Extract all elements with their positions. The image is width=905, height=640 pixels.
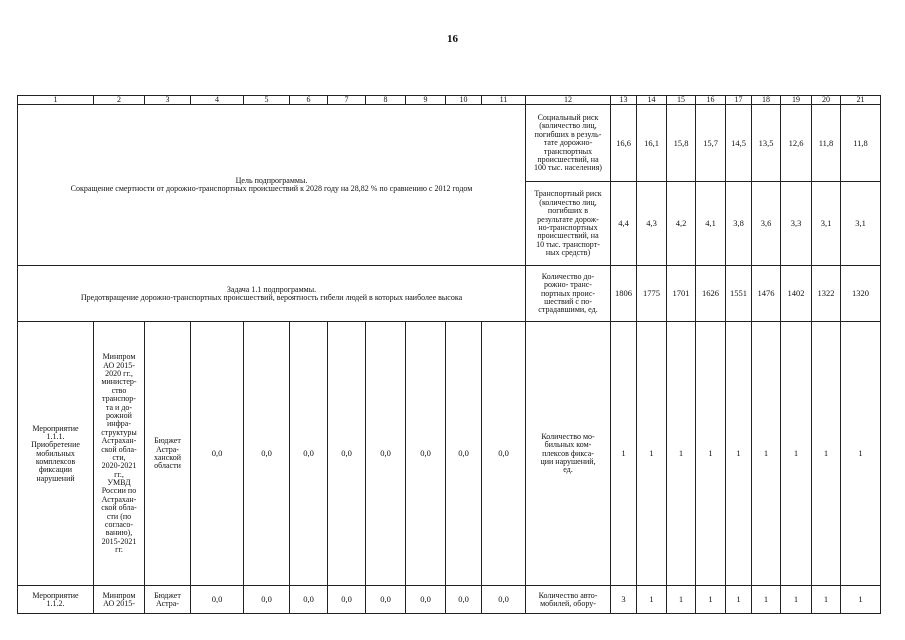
value-cell: 16,1: [637, 105, 667, 182]
finance-cell: 0,0: [328, 586, 366, 614]
indicator-transport-risk: Транспортный риск (количество лиц, погибших в результате дорож- но-транспортных происшествий, на 10 тыс. транспорт- ных средств): [526, 182, 611, 266]
column-number: 10: [446, 96, 482, 105]
value-cell: 1: [667, 586, 696, 614]
value-cell: 1: [726, 322, 752, 586]
value-cell: 1: [696, 322, 726, 586]
finance-cell: 0,0: [328, 322, 366, 586]
value-cell: 3,8: [726, 182, 752, 266]
measure-row-1: [18, 322, 881, 586]
value-cell: 1: [637, 322, 667, 586]
column-number: 11: [482, 96, 526, 105]
value-cell: 4,1: [696, 182, 726, 266]
value-cell: 1: [611, 322, 637, 586]
value-cell: 1: [781, 586, 812, 614]
value-cell: 1320: [841, 266, 881, 322]
value-cell: 1: [781, 322, 812, 586]
indicator-social-risk: Социальный риск (количество лиц, погибших в резуль- тате дорожно- транспортных происшествий, на 100 тыс. населения): [526, 105, 611, 182]
finance-cell: 0,0: [482, 586, 526, 614]
value-cell: 1: [841, 322, 881, 586]
value-cell: 1: [696, 586, 726, 614]
finance-cell: 0,0: [290, 322, 328, 586]
value-cell: 13,5: [752, 105, 781, 182]
value-cell: 15,7: [696, 105, 726, 182]
column-number: 5: [244, 96, 290, 105]
value-cell: 3,1: [841, 182, 881, 266]
value-cell: 4,2: [667, 182, 696, 266]
value-cell: 1806: [611, 266, 637, 322]
value-cell: 3,3: [781, 182, 812, 266]
value-cell: 1: [752, 586, 781, 614]
column-number: 9: [406, 96, 446, 105]
value-cell: 1402: [781, 266, 812, 322]
column-number: 2: [94, 96, 145, 105]
finance-cell: 0,0: [446, 586, 482, 614]
value-cell: 1: [726, 586, 752, 614]
value-cell: 1701: [667, 266, 696, 322]
finance-cell: 0,0: [406, 586, 446, 614]
goal-title: Цель подпрограммы.: [235, 176, 308, 185]
column-number: 8: [366, 96, 406, 105]
indicator-mobile-complexes: Количество мо- бильных ком- плексов фикса- ции нарушений, ед.: [526, 322, 611, 586]
value-cell: 1: [752, 322, 781, 586]
value-cell: 1551: [726, 266, 752, 322]
column-number: 19: [781, 96, 812, 105]
value-cell: 1476: [752, 266, 781, 322]
finance-cell: 0,0: [406, 322, 446, 586]
value-cell: 12,6: [781, 105, 812, 182]
column-number: 3: [145, 96, 191, 105]
value-cell: 4,3: [637, 182, 667, 266]
task-row: [18, 266, 881, 322]
value-cell: 14,5: [726, 105, 752, 182]
column-number: 21: [841, 96, 881, 105]
goal-text: Сокращение смертности от дорожно-транспортных происшествий к 2028 году на 28,82 % по сравнению с 2012 годом: [70, 184, 473, 194]
value-cell: 1: [841, 586, 881, 614]
column-number: 20: [812, 96, 841, 105]
finance-cell: 0,0: [366, 322, 406, 586]
measure-name: Мероприятие 1.1.1. Приобретение мобильных комплексов фиксации нарушений: [18, 322, 94, 586]
finance-cell: 0,0: [244, 322, 290, 586]
indicator-accidents: Количество до- рожно- транс- портных проис- шествий с по- страдавшими, ед.: [526, 266, 611, 322]
value-cell: 1: [812, 586, 841, 614]
value-cell: 15,8: [667, 105, 696, 182]
finance-cell: 0,0: [191, 586, 244, 614]
value-cell: 16,6: [611, 105, 637, 182]
value-cell: 4,4: [611, 182, 637, 266]
finance-cell: 0,0: [244, 586, 290, 614]
program-table: [17, 95, 881, 614]
measure-row-2: [18, 586, 881, 614]
column-number: 17: [726, 96, 752, 105]
measure-source: Бюджет Астра- ханской области: [145, 322, 191, 586]
column-number: 6: [290, 96, 328, 105]
goal-row-1: [18, 105, 881, 182]
value-cell: 1: [812, 322, 841, 586]
finance-cell: 0,0: [290, 586, 328, 614]
finance-cell: 0,0: [446, 322, 482, 586]
column-number: 15: [667, 96, 696, 105]
value-cell: 1322: [812, 266, 841, 322]
value-cell: 1: [667, 322, 696, 586]
column-number: 1: [18, 96, 94, 105]
goal-cell: [18, 105, 526, 266]
indicator-vehicles: Количество авто- мобилей, обору-: [526, 586, 611, 614]
column-number: 12: [526, 96, 611, 105]
task-cell: [18, 266, 526, 322]
value-cell: 3,6: [752, 182, 781, 266]
value-cell: 11,8: [841, 105, 881, 182]
value-cell: 1626: [696, 266, 726, 322]
column-number: 13: [611, 96, 637, 105]
measure-executor: Минпром АО 2015-: [94, 586, 145, 614]
column-number: 18: [752, 96, 781, 105]
measure-executor: Минпром АО 2015- 2020 гг., министер- ство транспор- та и до- рожной инфра- структуры Астрахан- ской обла- сти, 2020-2021 гг., УМВД России по Астрахан- ской обла- сти (по согласо- ванию), 2015-2021 гг.: [94, 322, 145, 586]
value-cell: 1: [637, 586, 667, 614]
column-number-row: [18, 96, 881, 105]
value-cell: 11,8: [812, 105, 841, 182]
value-cell: 1775: [637, 266, 667, 322]
task-text: Предотвращение дорожно-транспортных происшествий, вероятность гибели людей в которых наиболее высока: [80, 292, 463, 302]
column-number: 7: [328, 96, 366, 105]
finance-cell: 0,0: [366, 586, 406, 614]
value-cell: 3: [611, 586, 637, 614]
column-number: 16: [696, 96, 726, 105]
measure-name: Мероприятие 1.1.2.: [18, 586, 94, 614]
page-number: 16: [447, 33, 458, 45]
column-number: 14: [637, 96, 667, 105]
finance-cell: 0,0: [191, 322, 244, 586]
finance-cell: 0,0: [482, 322, 526, 586]
column-number: 4: [191, 96, 244, 105]
measure-source: Бюджет Астра-: [145, 586, 191, 614]
value-cell: 3,1: [812, 182, 841, 266]
task-title: Задача 1.1 подпрограммы.: [226, 284, 317, 294]
